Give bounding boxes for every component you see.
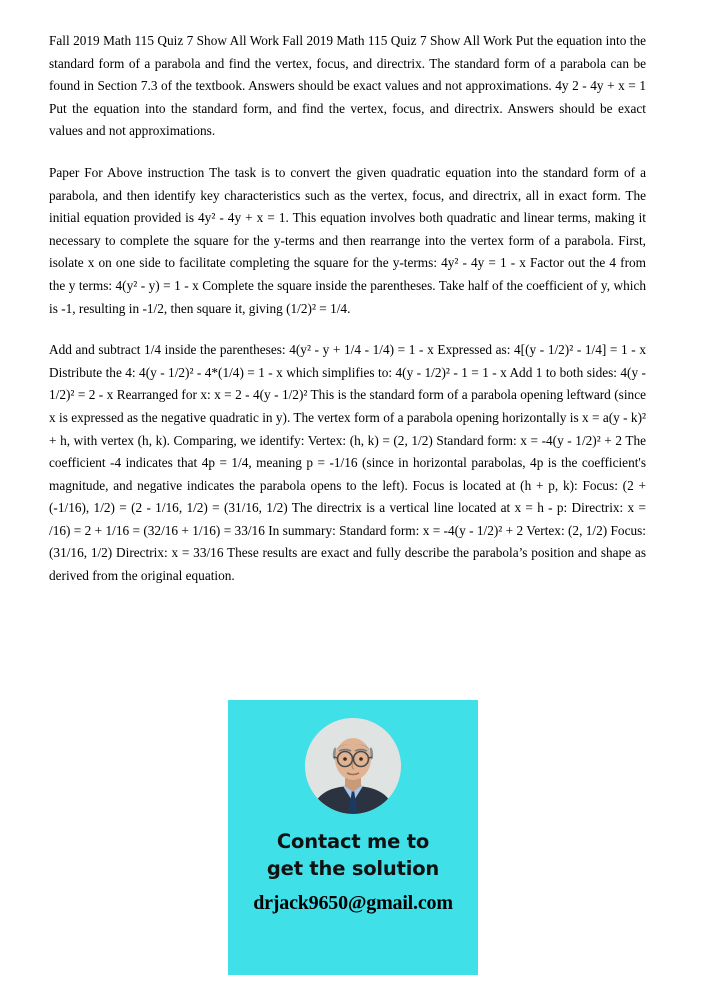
person-photo-icon xyxy=(305,718,401,814)
document-body xyxy=(49,30,646,588)
promo-line-2: get the solution xyxy=(266,857,440,880)
paragraph-2: Paper For Above instruction The task is to convert the given quadratic equation into the standard form of a parabola, and then identify key characteristics such as the vertex, focus, and directrix, all in exact form. The initial equation provided is 4y² - 4y + x = 1. This equation involves both quadratic and linear terms, making it necessary to complete the square for the y-terms and then rearrange into the vertex form of a parabola. First, isolate x on one side to facilitate completing the square for the y-terms: 4y² - 4y = 1 - x Factor out the 4 from the y terms: 4(y² - y) = 1 - x Complete the square inside the parentheses. Take half of the coefficient of y, which is -1, resulting in -1/2, then square it, giving (1/2)² = 1/4. xyxy=(49,164,646,316)
promo-banner xyxy=(228,700,478,975)
promo-email: drjack9650@gmail.com xyxy=(253,892,453,914)
paragraph-1: Fall 2019 Math 115 Quiz 7 Show All Work Fall 2019 Math 115 Quiz 7 Show All Work Put the equation into the standard form of a parabola and find the vertex, focus, and directrix. The standard form of a parabola can be found in Section 7.3 of the textbook. Answers should be exact values and not approximations. 4y 2 - 4y + x = 1 Put the equation into the standard form, and find the vertex, focus, and directrix. Answers should be exact values and not approximations. xyxy=(49,33,646,139)
paragraph-3: Add and subtract 1/4 inside the parentheses: 4(y² - y + 1/4 - 1/4) = 1 - x Expressed as: 4[(y - 1/2)² - 1/4] = 1 - x Distribute the 4: 4(y - 1/2)² - 4*(1/4) = 1 - x which simplifies to: 4(y - 1/2)² - 1 = 1 - x Add 1 to both sides: 4(y - 1/2)² = 2 - x Rearranged for x: x = 2 - 4(y - 1/2)² This is the standard form of a parabola opening leftward (since x is expressed as the negative quadratic in y). The vertex form of a parabola opening horizontally is x = a(y - k)² + h, with vertex (h, k). Comparing, we identify: Vertex: (h, k) = (2, 1/2) Standard form: x = -4(y - 1/2)² + 2 The coefficient -4 indicates that 4p = 1/4, meaning p = -1/16 (since in horizontal parabolas, 4p is the coefficient's magnitude, and negative indicates the parabola opens to the left). Focus is located at (h + p, k): Focus: (2 + (-1/16), 1/2) = (2 - 1/16, 1/2) = (31/16, 1/2) The directrix is a vertical line located at x = h - p: Directrix: x = /16) = 2 + 1/16 = (32/16 + 1/16) = 33/16 In summary: Standard form: x = -4(y - 1/2)² + 2 Vertex: (2, 1/2) Focus: (31/16, 1/2) Directrix: x = 33/16 These results are exact and fully describe the parabola’s position and shape as derived from the original equation. xyxy=(49,342,646,584)
avatar xyxy=(305,718,401,814)
promo-line-1: Contact me to xyxy=(276,830,430,853)
